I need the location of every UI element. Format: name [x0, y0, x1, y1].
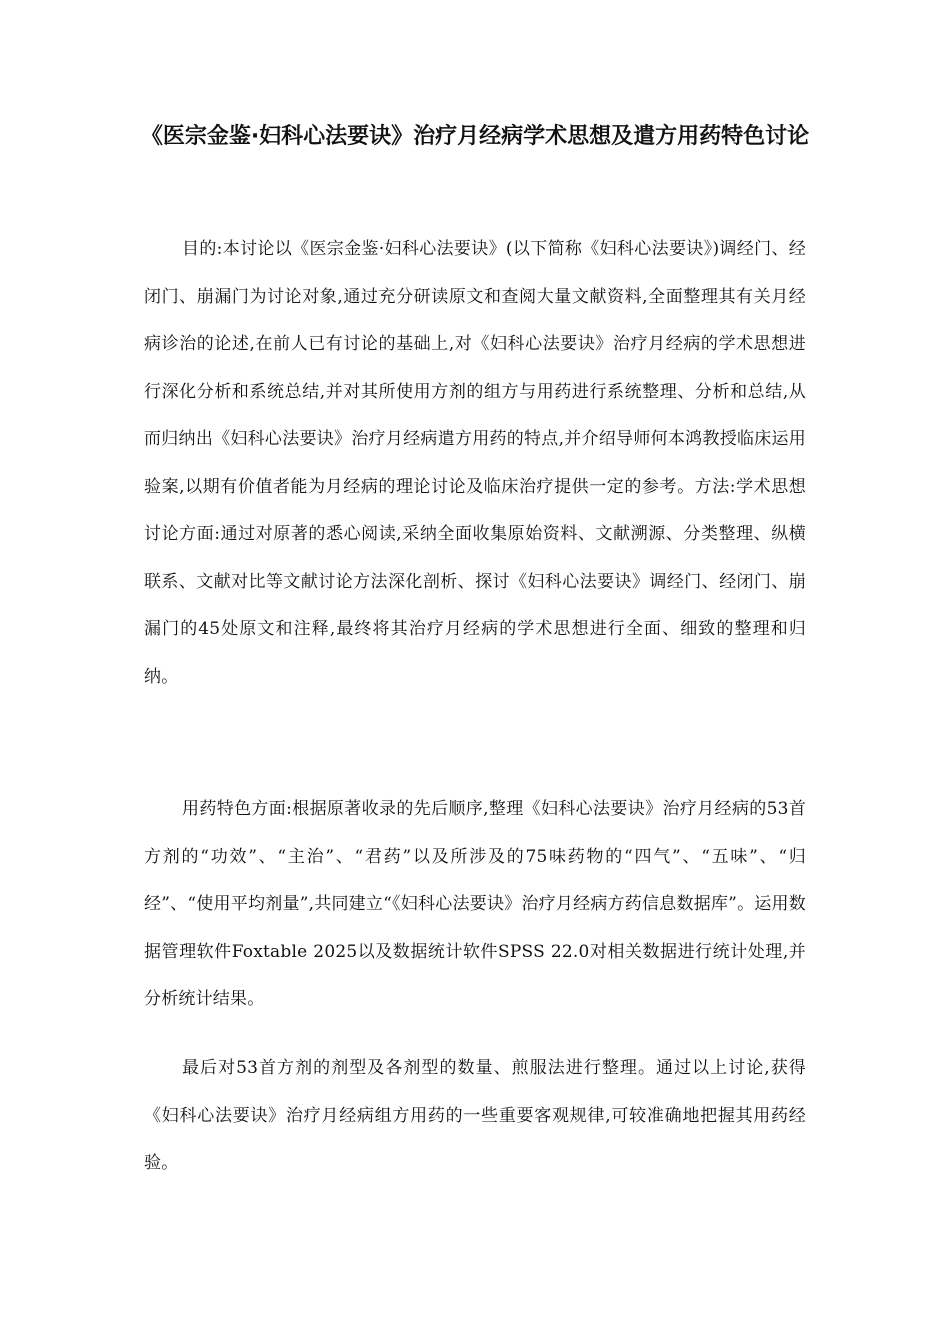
- paragraph-conclusion: 最后对53首方剂的剂型及各剂型的数量、煎服法进行整理。通过以上讨论,获得《妇科心法要诀》治疗月经病组方用药的一些重要客观规律,可较准确地把握其用药经验。: [144, 1058, 806, 1173]
- paragraph-objective: 目的:本讨论以《医宗金鉴·妇科心法要诀》(以下简称《妇科心法要诀》)调经门、经闭门、崩漏门为讨论对象,通过充分研读原文和查阅大量文献资料,全面整理其有关月经病诊治的论述,在前人已有讨论的基础上,对《妇科心法要诀》治疗月经病的学术思想进行深化分析和系统总结,并对其所使用方剂的组方与用药进行系统整理、分析和总结,从而归纳出《妇科心法要诀》治疗月经病遣方用药的特点,并介绍导师何本鸿教授临床运用验案,以期有价值者能为月经病的理论讨论及临床治疗提供一定的参考。方法:学术思想讨论方面:通过对原著的悉心阅读,采纳全面收集原始资料、文献溯源、分类整理、纵横联系、文献对比等文献讨论方法深化剖析、探讨《妇科心法要诀》调经门、经闭门、崩漏门的45处原文和注释,最终将其治疗月经病的学术思想进行全面、细致的整理和归纳。: [144, 239, 806, 687]
- paragraph-medication: 用药特色方面:根据原著收录的先后顺序,整理《妇科心法要诀》治疗月经病的53首方剂的“功效”、“主治”、“君药”以及所涉及的75味药物的“四气”、“五味”、“归经”、“使用平均剂量”,共同建立“《妇科心法要诀》治疗月经病方药信息数据库”。运用数据管理软件Foxtable 2025以及数据统计软件SPSS 22.0对相关数据进行统计处理,并分析统计结果。: [144, 799, 806, 1009]
- document-title: 《医宗金鉴·妇科心法要诀》治疗月经病学术思想及遣方用药特色讨论: [140, 124, 810, 149]
